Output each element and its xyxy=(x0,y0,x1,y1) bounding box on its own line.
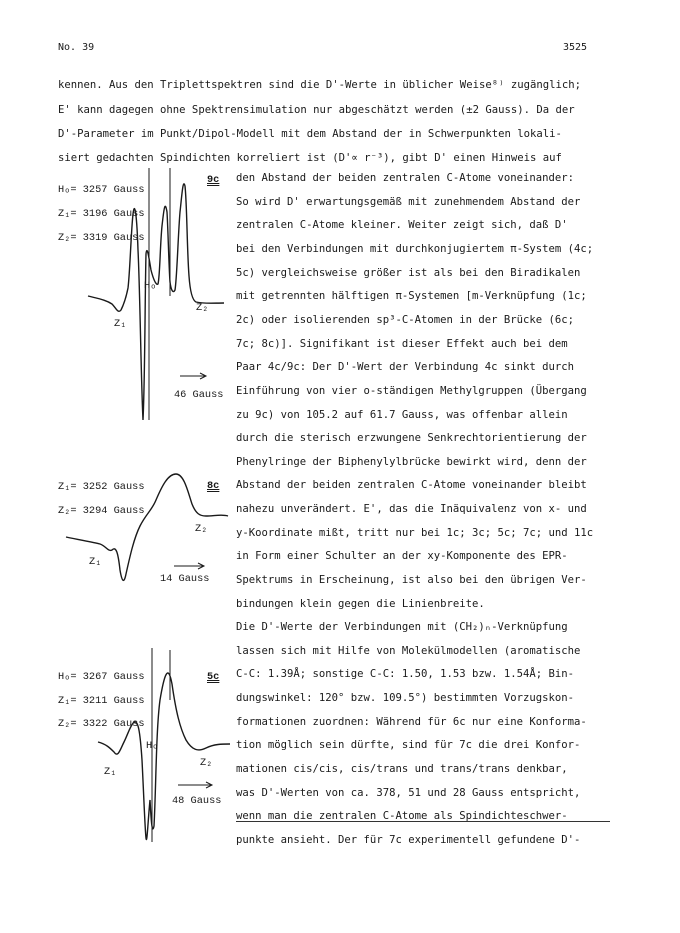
text-line: lassen sich mit Hilfe von Molekülmodellen (aromatische xyxy=(236,645,581,657)
text-line: mationen cis/cis, cis/trans und trans/trans denkbar, xyxy=(236,763,568,775)
text-line: durch die sterisch erzwungene Senkrechtorientierung der xyxy=(236,432,587,444)
text-line: zu 9c) von 105.2 auf 61.7 Gauss, was offenbar allein xyxy=(236,409,568,421)
compound-label: 5c xyxy=(207,671,220,683)
peak-label-h0: Hₒ xyxy=(146,740,159,752)
text-line: punkte ansieht. Der für 7c experimentell gefundene D'- xyxy=(236,834,581,846)
peak-label-z1: Z₁ xyxy=(114,318,127,330)
text-line: 7c; 8c)]. Signifikant ist dieser Effekt auch bei dem xyxy=(236,338,568,350)
text-line: bindungen klein gegen die Linienbreite. xyxy=(236,598,485,610)
text-line: nahezu unverändert. E', das die Inäquivalenz von x- und xyxy=(236,503,587,515)
text-line: wenn man die zentralen C-Atome als Spindichteschwer- xyxy=(236,810,568,822)
spectrum-param: Z₂= 3322 Gauss xyxy=(58,718,145,730)
text-line: Phenylringe der Biphenylylbrücke bewirkt wird, denn der xyxy=(236,456,587,468)
page-number: 3525 xyxy=(563,42,588,53)
peak-label-h0: Hₒ xyxy=(144,280,157,292)
text-line: tion möglich sein dürfte, sind für 7c die drei Konfor- xyxy=(236,739,581,751)
text-line: formationen zuordnen: Während für 6c nur eine Konforma- xyxy=(236,716,587,728)
peak-label-z1: Z₁ xyxy=(104,766,117,778)
text-line: den Abstand der beiden zentralen C-Atome voneinander: xyxy=(236,172,575,184)
text-line: Spektrums in Erscheinung, ist also bei den übrigen Ver- xyxy=(236,574,587,586)
scale-label: 48 Gauss xyxy=(172,795,222,807)
text-line: y-Koordinate mißt, tritt nur bei 1c; 3c; 5c; 7c; und 11c xyxy=(236,527,594,539)
peak-label-z2: Z₂ xyxy=(196,302,209,314)
text-line: Abstand der beiden zentralen C-Atome voneinander bleibt xyxy=(236,479,587,491)
text-line: D'-Parameter im Punkt/Dipol-Modell mit dem Abstand der in Schwerpunkten lokali- xyxy=(58,128,562,140)
text-line: 2c) oder isolierenden sp³-C-Atomen in der Brücke (6c; xyxy=(236,314,575,326)
text-line: C-C: 1.39Å; sonstige C-C: 1.50, 1.53 bzw. 1.54Å; Bin- xyxy=(236,668,575,680)
peak-label-z2: Z₂ xyxy=(200,757,213,769)
spectrum-param: Z₁= 3196 Gauss xyxy=(58,208,145,220)
text-line: bei den Verbindungen mit durchkonjugiertem π-System (4c; xyxy=(236,243,594,255)
spectrum-param: Z₂= 3319 Gauss xyxy=(58,232,145,244)
text-line: siert gedachten Spindichten korreliert ist (D'∝ r⁻³), gibt D' einen Hinweis auf xyxy=(58,152,562,164)
text-line: zentralen C-Atome kleiner. Weiter zeigt sich, daß D' xyxy=(236,219,568,231)
spectrum-param: Hₒ= 3267 Gauss xyxy=(58,671,145,683)
text-line: Paar 4c/9c: Der D'-Wert der Verbindung 4c sinkt durch xyxy=(236,361,575,373)
peak-label-z1: Z₁ xyxy=(89,556,102,568)
text-line: mit getrennten hälftigen π-Systemen [m-Verknüpfung (1c; xyxy=(236,290,587,302)
text-line: kennen. Aus den Triplettspektren sind die D'-Werte in üblicher Weise⁸⁾ zugänglich; xyxy=(58,79,581,91)
strikethrough-line xyxy=(236,821,610,822)
text-line: So wird D' erwartungsgemäß mit zunehmendem Abstand der xyxy=(236,196,581,208)
text-line: dungswinkel: 120° bzw. 109.5°) bestimmten Vorzugskon- xyxy=(236,692,575,704)
page-header-left: No. 39 xyxy=(58,42,95,53)
compound-label: 8c xyxy=(207,480,220,492)
compound-label: 9c xyxy=(207,174,220,186)
spectrum-param: Z₁= 3211 Gauss xyxy=(58,695,145,707)
text-line: E' kann dagegen ohne Spektrensimulation nur abgeschätzt werden (±2 Gauss). Da der xyxy=(58,104,575,116)
peak-label-z2: Z₂ xyxy=(195,523,208,535)
text-line: in Form einer Schulter an der xy-Komponente des EPR- xyxy=(236,550,568,562)
text-line: Die D'-Werte der Verbindungen mit (CH₂)ₙ-Verknüpfung xyxy=(236,621,568,633)
scale-label: 14 Gauss xyxy=(160,573,210,585)
spectrum-param: Z₂= 3294 Gauss xyxy=(58,505,145,517)
text-line: 5c) vergleichsweise größer ist als bei den Biradikalen xyxy=(236,267,581,279)
spectrum-param: Z₁= 3252 Gauss xyxy=(58,481,145,493)
text-line: was D'-Werten von ca. 378, 51 und 28 Gauss entspricht, xyxy=(236,787,581,799)
spectrum-param: Hₒ= 3257 Gauss xyxy=(58,184,145,196)
text-line: Einführung von vier o-ständigen Methylgruppen (Übergang xyxy=(236,385,587,397)
scale-label: 46 Gauss xyxy=(174,389,224,401)
